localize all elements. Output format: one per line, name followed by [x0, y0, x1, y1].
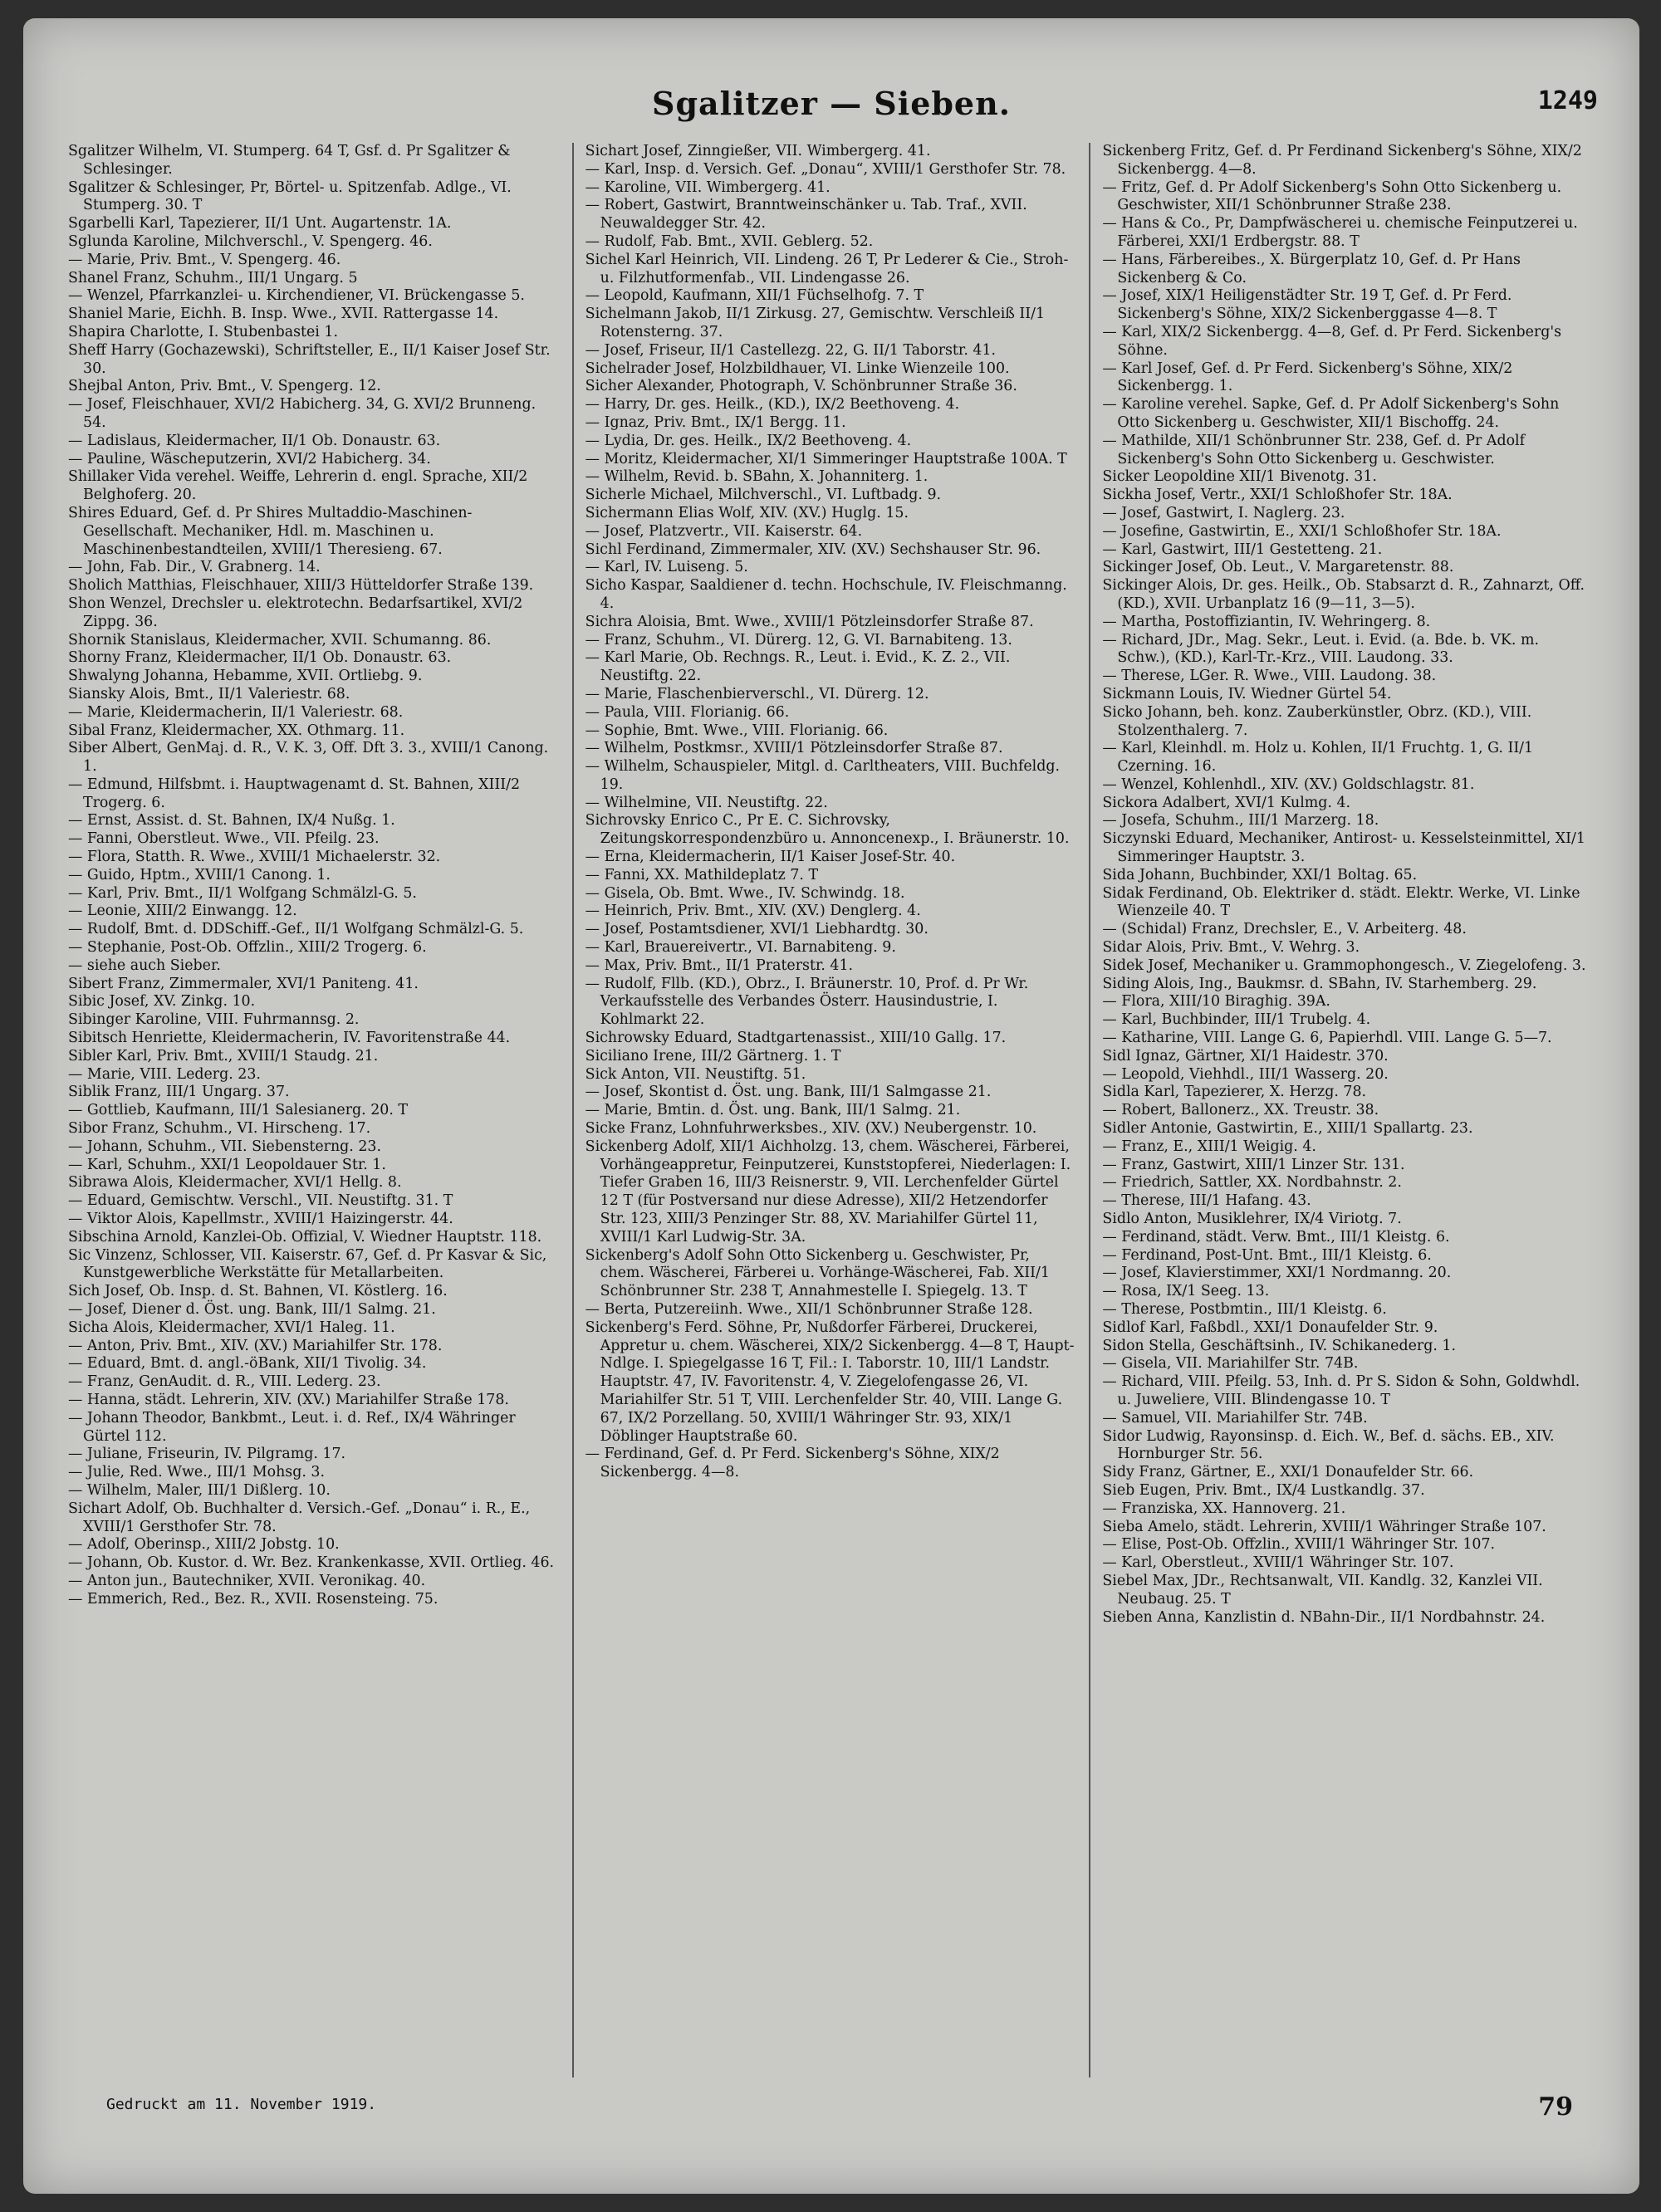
directory-entry: Sidlo Anton, Musiklehrer, IX/4 Viriotg. 7. — [1102, 1211, 1402, 1228]
directory-entry: — Marie, Priv. Bmt., V. Spengerg. 46. — [68, 251, 341, 268]
directory-entry: Sickmann Louis, IV. Wiedner Gürtel 54. — [1102, 685, 1392, 702]
directory-entry: Sicher Alexander, Photograph, V. Schönbrunner Straße 36. — [585, 378, 1017, 395]
directory-entry: Sichelrader Josef, Holzbildhauer, VI. Linke Wienzeile 100. — [585, 360, 1010, 377]
directory-entry: Siansky Alois, Bmt., II/1 Valeriestr. 68. — [68, 685, 350, 702]
directory-entry: — Flora, Statth. R. Wwe., XVIII/1 Michaelerstr. 32. — [68, 849, 441, 866]
directory-entry: — Robert, Gastwirt, Branntweinschänker u. Tab. Traf., XVII. Neuwaldegger Str. 42. — [585, 197, 1027, 232]
directory-entry: Shanel Franz, Schuhm., III/1 Ungarg. 5 — [68, 269, 358, 286]
directory-entry: — Friedrich, Sattler, XX. Nordbahnstr. 2. — [1102, 1174, 1402, 1192]
directory-entry: Sichermann Elias Wolf, XIV. (XV.) Huglg. 15. — [585, 504, 909, 521]
directory-entry: — Wenzel, Pfarrkanzlei- u. Kirchendiener, VI. Brückengasse 5. — [68, 287, 525, 305]
directory-entry: Shwalyng Johanna, Hebamme, XVII. Ortliebg. 9. — [68, 668, 423, 685]
directory-entry: — Therese, Postbmtin., III/1 Kleistg. 6. — [1102, 1301, 1387, 1318]
directory-entry: Sickinger Alois, Dr. ges. Heilk., Ob. Stabsarzt d. R., Zahnarzt, Off. (KD.), XVII. Urbanplatz 16 (9—11, 3—5). — [1102, 577, 1585, 612]
directory-entry: — Josef, Gastwirt, I. Naglerg. 23. — [1102, 504, 1345, 521]
directory-entry: Sidy Franz, Gärtner, E., XXI/1 Donaufelder Str. 66. — [1102, 1464, 1474, 1481]
column-middle — [572, 143, 1090, 2077]
directory-entry: Sieben Anna, Kanzlistin d. NBahn-Dir., II/1 Nordbahnstr. 24. — [1102, 1608, 1546, 1626]
directory-entry: — Rosa, IX/1 Seeg. 13. — [1102, 1283, 1270, 1300]
directory-entry: — Therese, LGer. R. Wwe., VIII. Laudong. 38. — [1102, 668, 1437, 685]
directory-entry: Sickenberg Adolf, XII/1 Aichholzg. 13, chem. Wäscherei, Färberei, Vorhängeappretur, Feinputzerei, Kunststopferei, Niederlagen: I. Tiefer Graben 16, III/3 Reisnerstr. 9, VII. Lerchenfelder Gürtel 12 T (für Postversand nur diese Adresse), XII/2 Hetzendorfer Str. 123, XIII/3 Penzinger Str. 88, XV. Mariahilfer Gürtel 11, XVIII/1 Karl Ludwig-Str. 3A. — [585, 1138, 1071, 1245]
directory-entry: — Rudolf, Bmt. d. DDSchiff.-Gef., II/1 Wolfgang Schmälzl-G. 5. — [68, 921, 524, 938]
directory-entry: Shires Eduard, Gef. d. Pr Shires Multaddio-Maschinen-Gesellschaft. Mechaniker, Hdl. m. Maschinen u. Maschinenbestandteilen, XVIII/1 Theresieng. 67. — [68, 504, 473, 558]
directory-entry: — Fanni, Oberstleut. Wwe., VII. Pfeilg. 23. — [68, 830, 380, 848]
directory-entry: — Karl Marie, Ob. Rechngs. R., Leut. i. Evid., K. Z. 2., VII. Neustiftg. 22. — [585, 649, 1011, 685]
directory-entry: — Gisela, VII. Mariahilfer Str. 74B. — [1102, 1355, 1359, 1373]
directory-entry: — Karl, Brauereivertr., VI. Barnabiteng. 9. — [585, 939, 896, 957]
directory-entry: Shapira Charlotte, I. Stubenbastei 1. — [68, 323, 338, 340]
directory-entry: — Leonie, XIII/2 Einwangg. 12. — [68, 903, 297, 920]
directory-entry: — Max, Priv. Bmt., II/1 Praterstr. 41. — [585, 957, 854, 974]
directory-entry: — Karl, XIX/2 Sickenbergg. 4—8, Gef. d. Pr Ferd. Sickenberg's Söhne. — [1102, 323, 1562, 359]
directory-entry: — John, Fab. Dir., V. Grabnerg. 14. — [68, 559, 321, 576]
entry-columns — [56, 143, 1606, 2077]
directory-entry: Sibitsch Henriette, Kleidermacherin, IV. Favoritenstraße 44. — [68, 1030, 511, 1047]
directory-entry: — Karl, Priv. Bmt., II/1 Wolfgang Schmälzl-G. 5. — [68, 884, 417, 902]
directory-entry: — Franziska, XX. Hannoverg. 21. — [1102, 1500, 1346, 1517]
directory-entry: — Josefine, Gastwirtin, E., XXI/1 Schloßhofer Str. 18A. — [1102, 522, 1502, 540]
directory-entry: — Paula, VIII. Florianig. 66. — [585, 703, 790, 721]
directory-entry: Sidl Ignaz, Gärtner, XI/1 Haidestr. 370. — [1102, 1047, 1389, 1064]
directory-entry: — Heinrich, Priv. Bmt., XIV. (XV.) Denglerg. 4. — [585, 903, 921, 920]
directory-entry: — Mathilde, XII/1 Schönbrunner Str. 238, Gef. d. Pr Adolf Sickenberg's Sohn Otto Sickenberg u. Geschwister. — [1102, 432, 1526, 467]
directory-entry: — Richard, JDr., Mag. Sekr., Leut. i. Evid. (a. Bde. b. VK. m. Schw.), (KD.), Karl-Tr.-Krz., VIII. Laudong. 33. — [1102, 631, 1539, 667]
directory-entry: — siehe auch Sieber. — [68, 957, 221, 974]
directory-entry: — Leopold, Kaufmann, XII/1 Füchselhofg. 7. T — [585, 287, 924, 305]
directory-entry: Sida Johann, Buchbinder, XXI/1 Boltag. 65. — [1102, 866, 1418, 883]
directory-entry: — Moritz, Kleidermacher, XI/1 Simmeringer Hauptstraße 100A. T — [585, 450, 1067, 467]
directory-entry: Sic Vinzenz, Schlosser, VII. Kaiserstr. 67, Gef. d. Pr Kasvar & Sic, Kunstgewerbliche Werkstätte für Metallarbeiten. — [68, 1246, 547, 1282]
directory-entry: Sholich Matthias, Fleischhauer, XIII/3 Hütteldorfer Straße 139. — [68, 577, 534, 595]
directory-entry: — Samuel, VII. Mariahilfer Str. 74B. — [1102, 1409, 1368, 1427]
directory-entry: — Erna, Kleidermacherin, II/1 Kaiser Josef-Str. 40. — [585, 849, 956, 866]
directory-entry: — Josef, Diener d. Öst. ung. Bank, III/1 Salmg. 21. — [68, 1301, 436, 1318]
directory-entry: — Berta, Putzereiinh. Wwe., XII/1 Schönbrunner Straße 128. — [585, 1301, 1033, 1318]
directory-entry: — Franz, Schuhm., VI. Dürerg. 12, G. VI. Barnabiteng. 13. — [585, 631, 1012, 648]
directory-entry: — Franz, Gastwirt, XIII/1 Linzer Str. 131. — [1102, 1156, 1405, 1173]
directory-entry: — Karl, Insp. d. Versich. Gef. „Donau“, XVIII/1 Gersthofer Str. 78. — [585, 160, 1066, 178]
directory-entry: — Karl Josef, Gef. d. Pr Ferd. Sickenberg's Söhne, XIX/2 Sickenbergg. 1. — [1102, 360, 1513, 395]
directory-entry: — Wilhelm, Schauspieler, Mitgl. d. Carltheaters, VIII. Buchfeldg. 19. — [585, 758, 1061, 793]
directory-entry: Sickinger Josef, Ob. Leut., V. Margaretenstr. 88. — [1102, 559, 1454, 576]
directory-entry: Siczynski Eduard, Mechaniker, Antirost- u. Kesselsteinmittel, XI/1 Simmeringer Hauptstr. 3. — [1102, 830, 1585, 866]
directory-entry: — Robert, Ballonerz., XX. Treustr. 38. — [1102, 1102, 1379, 1119]
directory-entry: Sidon Stella, Geschäftsinh., IV. Schikanederg. 1. — [1102, 1337, 1456, 1354]
directory-entry: Sichrovsky Enrico C., Pr E. C. Sichrovsky, Zeitungskorrespondenzbüro u. Annoncenexp., I. Bräunerstr. 10. — [585, 812, 1070, 848]
directory-entry: — Marie, Flaschenbierverschl., VI. Dürerg. 12. — [585, 685, 929, 702]
directory-entry: Sickenberg's Ferd. Söhne, Pr, Nußdorfer Färberei, Druckerei, Appretur u. chem. Wäscherei, XIX/2 Sickenbergg. 4—8 T, Haupt-Ndlge. I. Spiegelgasse 16 T, Fil.: I. Taborstr. 10, III/1 Landstr. Hauptstr. 47, IV. Favoritenstr. 4, V. Ziegelofengasse 26, VI. Mariahilfer Str. 51 T, VIII. Lerchenfelder Str. 40, VIII. Lange G. 67, IX/2 Porzellang. 50, XVIII/1 Währinger Str. 93, XIX/1 Döblinger Hauptstraße 60. — [585, 1319, 1075, 1445]
directory-entry: — Wilhelm, Revid. b. SBahn, X. Johanniterg. 1. — [585, 468, 928, 486]
directory-entry: — Ferdinand, städt. Verw. Bmt., III/1 Kleistg. 6. — [1102, 1228, 1450, 1245]
directory-entry: — Johann, Ob. Kustor. d. Wr. Bez. Krankenkasse, XVII. Ortlieg. 46. — [68, 1554, 555, 1572]
directory-entry: — Marie, Kleidermacherin, II/1 Valeriestr. 68. — [68, 703, 404, 721]
directory-entry: — Wilhelmine, VII. Neustiftg. 22. — [585, 794, 828, 811]
directory-entry: — Stephanie, Post-Ob. Offzlin., XIII/2 Trogerg. 6. — [68, 939, 427, 957]
directory-entry: Sibler Karl, Priv. Bmt., XVIII/1 Staudg. 21. — [68, 1047, 379, 1064]
directory-entry: — Pauline, Wäscheputzerin, XVI/2 Habicherg. 34. — [68, 450, 431, 467]
directory-entry: — Ferdinand, Gef. d. Pr Ferd. Sickenberg's Söhne, XIX/2 Sickenbergg. 4—8. — [585, 1446, 1000, 1481]
directory-entry: Sichart Adolf, Ob. Buchhalter d. Versich.-Gef. „Donau“ i. R., E., XVIII/1 Gersthofer Str. 78. — [68, 1500, 531, 1535]
directory-entry: — Josef, XIX/1 Heiligenstädter Str. 19 T, Gef. d. Pr Ferd. Sickenberg's Söhne, XIX/2 Sickenberggasse 4—8. T — [1102, 287, 1512, 323]
directory-entry: Sibic Josef, XV. Zinkg. 10. — [68, 993, 256, 1011]
directory-entry: Sibinger Karoline, VIII. Fuhrmannsg. 2. — [68, 1011, 360, 1029]
directory-entry: — (Schidal) Franz, Drechsler, E., V. Arbeiterg. 48. — [1102, 921, 1467, 938]
directory-entry: — Fanni, XX. Mathildeplatz 7. T — [585, 866, 819, 883]
directory-entry: Sieb Eugen, Priv. Bmt., IX/4 Lustkandlg. 37. — [1102, 1481, 1425, 1499]
directory-entry: — Anton jun., Bautechniker, XVII. Veronikag. 40. — [68, 1572, 426, 1589]
column-right — [1089, 143, 1606, 2077]
directory-entry: — Karl, Kleinhdl. m. Holz u. Kohlen, II/1 Fruchtg. 1, G. II/1 Czerning. 16. — [1102, 740, 1534, 776]
directory-entry: — Eduard, Bmt. d. angl.-öBank, XII/1 Tivolig. 34. — [68, 1355, 427, 1373]
print-date: Gedruckt am 11. November 1919. — [106, 2096, 377, 2113]
directory-entry: — Flora, XIII/10 Biraghig. 39A. — [1102, 993, 1330, 1011]
directory-entry: — Ernst, Assist. d. St. Bahnen, IX/4 Nußg. 1. — [68, 812, 395, 830]
directory-entry: Shornik Stanislaus, Kleidermacher, XVII. Schumanng. 86. — [68, 631, 492, 648]
directory-entry: — Marie, Bmtin. d. Öst. ung. Bank, III/1 Salmg. 21. — [585, 1102, 961, 1119]
directory-entry: Sibor Franz, Schuhm., VI. Hirscheng. 17. — [68, 1120, 371, 1138]
directory-entry: Siber Albert, GenMaj. d. R., V. K. 3, Off. Dft 3. 3., XVIII/1 Canong. 1. — [68, 740, 549, 776]
directory-entry: — Leopold, Viehhdl., III/1 Wasserg. 20. — [1102, 1065, 1389, 1083]
directory-entry: — Juliane, Friseurin, IV. Pilgramg. 17. — [68, 1446, 346, 1463]
directory-entry: — Adolf, Oberinsp., XIII/2 Jobstg. 10. — [68, 1536, 340, 1554]
directory-entry: — Lydia, Dr. ges. Heilk., IX/2 Beethoveng. 4. — [585, 432, 912, 449]
directory-entry: — Johann, Schuhm., VII. Siebensterng. 23. — [68, 1138, 382, 1155]
directory-entry: Sichrowsky Eduard, Stadtgartenassist., XIII/10 Gallg. 17. — [585, 1030, 1007, 1047]
directory-entry: Sickora Adalbert, XVI/1 Kulmg. 4. — [1102, 794, 1351, 811]
running-title: Sgalitzer — Sieben. — [652, 85, 1011, 122]
directory-entry: — Anton, Priv. Bmt., XIV. (XV.) Mariahilfer Str. 178. — [68, 1337, 443, 1354]
directory-entry: Sick Anton, VII. Neustiftg. 51. — [585, 1065, 806, 1083]
directory-entry: — Ferdinand, Post-Unt. Bmt., III/1 Kleistg. 6. — [1102, 1246, 1432, 1264]
directory-page — [23, 18, 1639, 2194]
directory-entry: — Martha, Postoffiziantin, IV. Wehringerg. 8. — [1102, 613, 1431, 630]
page-footer — [56, 2092, 1598, 2142]
directory-entry: — Karl, IV. Luiseng. 5. — [585, 559, 748, 576]
directory-entry: Sidor Ludwig, Rayonsinsp. d. Eich. W., Bef. d. sächs. EB., XIV. Hornburger Str. 56. — [1102, 1427, 1555, 1463]
directory-entry: — Emmerich, Red., Bez. R., XVII. Rosensteing. 75. — [68, 1590, 439, 1608]
directory-entry: Sichra Aloisia, Bmt. Wwe., XVIII/1 Pötzleinsdorfer Straße 87. — [585, 613, 1034, 630]
directory-entry: — Hans & Co., Pr, Dampfwäscherei u. chemische Feinputzerei u. Färberei, XXI/1 Erdbergstr. 88. T — [1102, 215, 1578, 250]
page-header — [23, 85, 1639, 135]
directory-entry: Sickenberg Fritz, Gef. d. Pr Ferdinand Sickenberg's Söhne, XIX/2 Sickenbergg. 4—8. — [1102, 143, 1582, 178]
directory-entry: — Ignaz, Priv. Bmt., IX/1 Bergg. 11. — [585, 414, 846, 431]
directory-entry: — Karl, Oberstleut., XVIII/1 Währinger Str. 107. — [1102, 1554, 1454, 1572]
directory-entry: — Josef, Postamtsdiener, XVI/1 Liebhardtg. 30. — [585, 921, 928, 938]
directory-entry: — Hans, Färbereibes., X. Bürgerplatz 10, Gef. d. Pr Hans Sickenberg & Co. — [1102, 251, 1521, 286]
directory-entry: — Karl, Buchbinder, III/1 Trubelg. 4. — [1102, 1011, 1371, 1029]
directory-entry: Sicherle Michael, Milchverschl., VI. Luftbadg. 9. — [585, 487, 942, 504]
directory-entry: — Josefa, Schuhm., III/1 Marzerg. 18. — [1102, 812, 1379, 830]
directory-entry: — Karoline, VII. Wimbergerg. 41. — [585, 179, 830, 196]
directory-entry: — Wenzel, Kohlenhdl., XIV. (XV.) Goldschlagstr. 81. — [1102, 776, 1475, 793]
directory-entry: — Karoline verehel. Sapke, Gef. d. Pr Adolf Sickenberg's Sohn Otto Sickenberg u. Geschwister, XII/1 Bischoffg. 24. — [1102, 396, 1560, 431]
directory-entry: Sicho Kaspar, Saaldiener d. techn. Hochschule, IV. Fleischmanng. 4. — [585, 577, 1067, 612]
directory-entry: Sicke Franz, Lohnfuhrwerksbes., XIV. (XV.) Neubergenstr. 10. — [585, 1120, 1037, 1138]
directory-entry: Siding Alois, Ing., Baukmsr. d. SBahn, IV. Starhemberg. 29. — [1102, 975, 1537, 992]
directory-entry: Sibrawa Alois, Kleidermacher, XVI/1 Hellg. 8. — [68, 1174, 402, 1192]
directory-entry: Sibert Franz, Zimmermaler, XVI/1 Paniteng. 41. — [68, 975, 419, 992]
directory-entry: Sidlof Karl, Faßbdl., XXI/1 Donaufelder Str. 9. — [1102, 1319, 1438, 1336]
directory-entry: — Josef, Platzvertr., VII. Kaiserstr. 64. — [585, 522, 863, 540]
directory-entry: Sglunda Karoline, Milchverschl., V. Spengerg. 46. — [68, 232, 433, 250]
directory-entry: — Guido, Hptm., XVIII/1 Canong. 1. — [68, 866, 331, 883]
directory-entry: Sibschina Arnold, Kanzlei-Ob. Offizial, V. Wiedner Hauptstr. 118. — [68, 1228, 542, 1245]
directory-entry: — Katharine, VIII. Lange G. 6, Papierhdl. VIII. Lange G. 5—7. — [1102, 1030, 1552, 1047]
directory-entry: — Ladislaus, Kleidermacher, II/1 Ob. Donaustr. 63. — [68, 432, 441, 449]
directory-entry: — Julie, Red. Wwe., III/1 Mohsg. 3. — [68, 1464, 326, 1481]
directory-entry: — Josef, Skontist d. Öst. ung. Bank, III/1 Salmgasse 21. — [585, 1084, 992, 1101]
directory-entry: Sgarbelli Karl, Tapezierer, II/1 Unt. Augartenstr. 1A. — [68, 215, 452, 232]
directory-entry: — Rudolf, Fllb. (KD.), Obrz., I. Bräunerstr. 10, Prof. d. Pr Wr. Verkaufsstelle des Verbandes Österr. Hausindustrie, I. Kohlmarkt 22. — [585, 975, 1029, 1029]
directory-entry: Sicko Johann, beh. konz. Zauberkünstler, Obrz. (KD.), VIII. Stolzenthalerg. 7. — [1102, 703, 1532, 739]
directory-entry: Siblik Franz, III/1 Ungarg. 37. — [68, 1084, 290, 1101]
directory-entry: Sichel Karl Heinrich, VII. Lindeng. 26 T, Pr Lederer & Cie., Stroh- u. Filzhutformenfab., VII. Lindengasse 26. — [585, 251, 1069, 286]
directory-entry: — Marie, VIII. Lederg. 23. — [68, 1065, 261, 1083]
directory-entry: — Fritz, Gef. d. Pr Adolf Sickenberg's Sohn Otto Sickenberg u. Geschwister, XII/1 Schönbrunner Straße 238. — [1102, 179, 1562, 214]
directory-entry: — Therese, III/1 Hafang. 43. — [1102, 1192, 1311, 1210]
directory-entry: — Rudolf, Fab. Bmt., XVII. Geblerg. 52. — [585, 232, 874, 250]
directory-entry: Sibal Franz, Kleidermacher, XX. Othmarg. 11. — [68, 722, 405, 739]
directory-entry: Sichelmann Jakob, II/1 Zirkusg. 27, Gemischtw. Verschleiß II/1 Rotensterng. 37. — [585, 306, 1046, 340]
directory-entry: — Richard, VIII. Pfeilg. 53, Inh. d. Pr S. Sidon & Sohn, Goldwhdl. u. Juweliere, VIII. Blindengasse 10. T — [1102, 1373, 1580, 1408]
directory-entry: — Franz, GenAudit. d. R., VIII. Lederg. 23. — [68, 1373, 381, 1391]
directory-entry: — Wilhelm, Maler, III/1 Dißlerg. 10. — [68, 1481, 331, 1499]
directory-entry: — Eduard, Gemischtw. Verschl., VII. Neustiftg. 31. T — [68, 1192, 453, 1210]
directory-entry: — Edmund, Hilfsbmt. i. Hauptwagenamt d. St. Bahnen, XIII/2 Trogerg. 6. — [68, 776, 521, 811]
directory-entry: — Franz, E., XIII/1 Weigig. 4. — [1102, 1138, 1316, 1155]
directory-entry: Sickenberg's Adolf Sohn Otto Sickenberg u. Geschwister, Pr, chem. Wäscherei, Färberei u. Vorhänge-Wäscherei, Fab. XII/1 Schönbrunner Str. 238 T, Annahmestelle I. Spiegelg. 13. T — [585, 1246, 1050, 1300]
directory-entry: Sich Josef, Ob. Insp. d. St. Bahnen, VI. Köstlerg. 16. — [68, 1283, 448, 1300]
directory-entry: Sieba Amelo, städt. Lehrerin, XVIII/1 Währinger Straße 107. — [1102, 1518, 1546, 1535]
directory-entry: Shon Wenzel, Drechsler u. elektrotechn. Bedarfsartikel, XVI/2 Zippg. 36. — [68, 595, 523, 630]
directory-entry: Shorny Franz, Kleidermacher, II/1 Ob. Donaustr. 63. — [68, 649, 452, 667]
directory-entry: Sickha Josef, Vertr., XXI/1 Schloßhofer Str. 18A. — [1102, 487, 1453, 504]
directory-entry: Sichart Josef, Zinngießer, VII. Wimbergerg. 41. — [585, 143, 931, 159]
directory-entry: — Josef, Friseur, II/1 Castellezg. 22, G. II/1 Taborstr. 41. — [585, 341, 997, 359]
directory-entry: Shejbal Anton, Priv. Bmt., V. Spengerg. 12. — [68, 378, 381, 395]
sheet-number: 79 — [1538, 2092, 1573, 2121]
directory-entry: — Viktor Alois, Kapellmstr., XVIII/1 Haizingerstr. 44. — [68, 1211, 453, 1228]
column-left — [56, 143, 572, 2077]
directory-entry: — Gisela, Ob. Bmt. Wwe., IV. Schwindg. 18. — [585, 884, 905, 902]
page-number: 1249 — [1537, 86, 1598, 115]
directory-entry: Sidla Karl, Tapezierer, X. Herzg. 78. — [1102, 1084, 1367, 1101]
directory-entry: Sidek Josef, Mechaniker u. Grammophongesch., V. Ziegelofeng. 3. — [1102, 957, 1586, 974]
directory-entry: Sicha Alois, Kleidermacher, XVI/1 Haleg. 11. — [68, 1319, 395, 1336]
directory-entry: — Hanna, städt. Lehrerin, XIV. (XV.) Mariahilfer Straße 178. — [68, 1391, 509, 1408]
directory-entry: — Josef, Fleischhauer, XVI/2 Habicherg. 34, G. XVI/2 Brunneng. 54. — [68, 396, 537, 431]
directory-entry: — Sophie, Bmt. Wwe., VIII. Florianig. 66. — [585, 722, 889, 739]
directory-entry: Sheff Harry (Gochazewski), Schriftsteller, E., II/1 Kaiser Josef Str. 30. — [68, 341, 551, 377]
directory-entry: — Wilhelm, Postkmsr., XVIII/1 Pötzleinsdorfer Straße 87. — [585, 740, 1003, 757]
directory-entry: — Elise, Post-Ob. Offzlin., XVIII/1 Währinger Str. 107. — [1102, 1536, 1496, 1554]
directory-entry: — Harry, Dr. ges. Heilk., (KD.), IX/2 Beethoveng. 4. — [585, 396, 960, 414]
directory-entry: — Karl, Gastwirt, III/1 Gestetteng. 21. — [1102, 541, 1383, 558]
directory-entry: — Josef, Klavierstimmer, XXI/1 Nordmanng. 20. — [1102, 1265, 1452, 1282]
directory-entry: Sidak Ferdinand, Ob. Elektriker d. städt. Elektr. Werke, VI. Linke Wienzeile 40. T — [1102, 884, 1580, 920]
directory-entry: Shillaker Vida verehel. Weiffe, Lehrerin d. engl. Sprache, XII/2 Belghoferg. 20. — [68, 468, 528, 504]
directory-entry: Sgalitzer & Schlesinger, Pr, Börtel- u. Spitzenfab. Adlge., VI. Stumperg. 30. T — [68, 179, 512, 214]
directory-entry: — Johann Theodor, Bankbmt., Leut. i. d. Ref., IX/4 Währinger Gürtel 112. — [68, 1409, 516, 1445]
directory-entry: Shaniel Marie, Eichh. B. Insp. Wwe., XVII. Rattergasse 14. — [68, 306, 499, 323]
directory-entry: Sgalitzer Wilhelm, VI. Stumperg. 64 T, Gsf. d. Pr Sgalitzer & Schlesinger. — [68, 143, 511, 178]
directory-entry: Sicker Leopoldine XII/1 Bivenotg. 31. — [1102, 468, 1377, 486]
directory-entry: — Karl, Schuhm., XXI/1 Leopoldauer Str. 1. — [68, 1156, 386, 1173]
directory-entry: — Gottlieb, Kaufmann, III/1 Salesianerg. 20. T — [68, 1102, 409, 1119]
directory-entry: Sidler Antonie, Gastwirtin, E., XIII/1 Spallartg. 23. — [1102, 1120, 1473, 1138]
directory-entry: Siciliano Irene, III/2 Gärtnerg. 1. T — [585, 1047, 841, 1064]
directory-entry: Sidar Alois, Priv. Bmt., V. Wehrg. 3. — [1102, 939, 1360, 957]
directory-entry: Sichl Ferdinand, Zimmermaler, XIV. (XV.) Sechshauser Str. 96. — [585, 541, 1041, 558]
directory-entry: Siebel Max, JDr., Rechtsanwalt, VII. Kandlg. 32, Kanzlei VII. Neubaug. 25. T — [1102, 1572, 1543, 1608]
